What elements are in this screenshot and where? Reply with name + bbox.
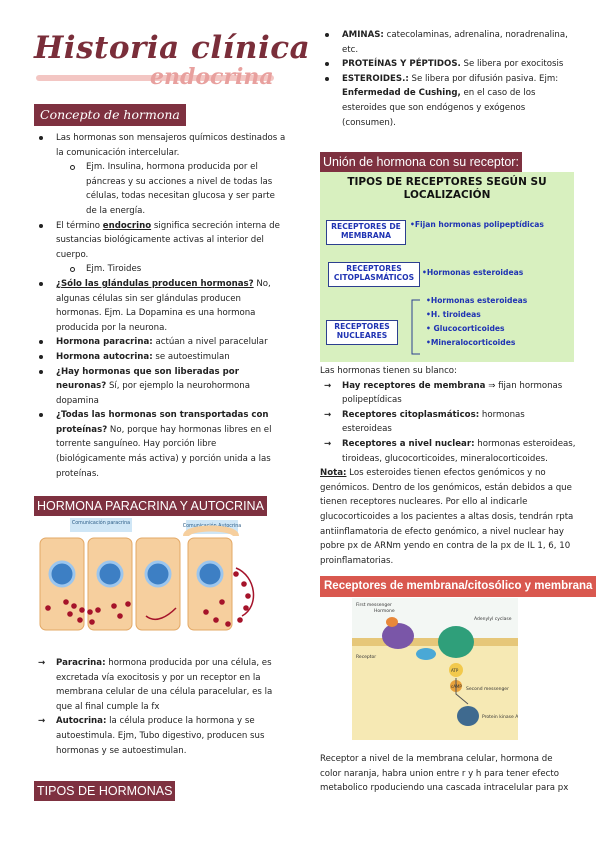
label-second-messenger: Second messenger bbox=[466, 687, 509, 692]
list-item: PROTEÍNAS Y PÉPTIDOS. Se libera por exocitosis bbox=[320, 57, 574, 72]
membrane-diagram bbox=[352, 598, 518, 740]
list-item: → Receptores citoplasmáticos: hormonas esteroideas bbox=[320, 408, 576, 437]
nucleus-2 bbox=[98, 562, 122, 586]
union-text bbox=[320, 364, 576, 568]
concepto-list bbox=[34, 131, 286, 481]
receptor-membrana-box: RECEPTORES DE MEMBRANA bbox=[326, 220, 406, 245]
cell-diagram bbox=[36, 516, 262, 640]
hormone-shape bbox=[386, 617, 398, 627]
nucleus-3 bbox=[146, 562, 170, 586]
union-list bbox=[320, 379, 576, 467]
label-protein-kinase: Protein kinase A bbox=[482, 715, 518, 720]
label-camp: cAMP bbox=[451, 684, 462, 689]
list-item: ¿Todas las hormonas son transportadas con proteínas? No, porque hay hormonas libres en el torrente sanguíneo. Hay porción libre (biológicamente más activa) y porción unida a las proteínas. bbox=[34, 408, 286, 481]
list-item: Hormona autocrina: se autoestimulan bbox=[34, 350, 286, 365]
list-item: → Receptores a nivel nuclear: hormonas esteroideas, tiroideas, glucocorticoides, mineralocorticoides. bbox=[320, 437, 576, 466]
list-item: Hormona paracrina: actúan a nivel paracelular bbox=[34, 335, 286, 350]
protein-kinase-shape bbox=[457, 706, 479, 726]
concepto-heading: Concepto de hormona bbox=[34, 104, 186, 126]
list-item: ¿Hay hormonas que son liberadas por neuronas? Sí, por ejemplo la neurohormona dopamina bbox=[34, 365, 286, 409]
list-subitem: Ejm. Insulina, hormona producida por el páncreas y su acciones a nivel de todas las células, todas necesitan glucosa y ser parte de la energía. bbox=[34, 160, 286, 218]
fig-label-autocrina: Comunicación Autocrina bbox=[182, 524, 242, 529]
receptor-nuclear-box: RECEPTORES NUCLEARES bbox=[326, 320, 398, 345]
list-item: AMINAS: catecolaminas, adrenalina, noradrenalina, etc. bbox=[320, 28, 574, 57]
fig-label-paracrina: Comunicación paracrina bbox=[71, 521, 131, 526]
receptor-nuclear-item: •H. tiroideas bbox=[426, 310, 481, 319]
list-item: → Hay receptores de membrana ⇒ fijan hormonas polipeptídicas bbox=[320, 379, 576, 408]
membrane-receptor-figure bbox=[352, 598, 518, 740]
membrana-text: Receptor a nivel de la membrana celular, hormona de color naranja, habra union entre r y h para tener efecto metabolico rpoduciendo una cascada intracelular para px bbox=[320, 754, 569, 794]
label-atp: ATP bbox=[451, 668, 459, 673]
label-first-messenger: First messenger bbox=[356, 603, 392, 608]
receptor-citoplasmatico-box: RECEPTORES CITOPLASMÁTICOS bbox=[328, 262, 420, 287]
receptor-nuclear-item: •Hormonas esteroideas bbox=[426, 296, 528, 305]
receptor-nuclear-list bbox=[426, 294, 527, 350]
list-item: ESTEROIDES.: Se libera por difusión pasiva. Ejm: Enfermedad de Cushing, en el caso de los esteroides que son endógenos y exógenos (consumen). bbox=[320, 72, 574, 130]
bracket bbox=[400, 296, 424, 358]
adenylyl-cyclase-shape bbox=[438, 626, 474, 658]
page-subtitle: endocrina bbox=[150, 64, 274, 90]
receptor-nuclear-item: • Glucocorticoides bbox=[426, 324, 505, 333]
receptor-citoplasmatico-desc: •Hormonas esteroideas bbox=[422, 268, 524, 277]
tipos-list bbox=[320, 28, 574, 130]
receptor-figure-title: TIPOS DE RECEPTORES SEGÚN SU LOCALIZACIÓN bbox=[347, 176, 547, 201]
paracrina-figure bbox=[36, 516, 262, 640]
label-receptor: Receptor bbox=[356, 655, 377, 660]
list-item: El término endocrino significa secreción interna de sustancias biológicamente activas al interior del cuerpo. bbox=[34, 219, 286, 263]
label-hormone: Hormone bbox=[374, 609, 395, 614]
paracrina-list bbox=[34, 656, 286, 758]
nota-paragraph: Nota: Los esteroides tienen efectos genómicos y no genómicos. Dentro de los genómicos, están debidos a que tienen receptores nucleares. Por ello al indicarle glucocorticoides a los pacientes a altas dosis, tendrán rpta antiinflamatoria de efecto genómico, a nivel nuclear hay pobre px de ARNm yendo en contra de la px de IL 1, 6, 10 proinflamatorias. bbox=[320, 468, 574, 566]
label-adenylyl-cyclase: Adenylyl cyclase bbox=[474, 617, 512, 622]
list-item: → Autocrina: la célula produce la hormona y se autoestimula. Ejm, Tubo digestivo, producen sus hormonas y se autoestimulan. bbox=[34, 714, 286, 758]
list-item: Las hormonas son mensajeros químicos destinados a la comunicación intercelular. bbox=[34, 131, 286, 160]
nucleus-4 bbox=[198, 562, 222, 586]
receptor-nuclear-item: •Mineralocorticoides bbox=[426, 338, 516, 347]
list-subitem: Ejm. Tiroides bbox=[34, 262, 286, 277]
paracrina-heading: HORMONA PARACRINA Y AUTOCRINA bbox=[34, 496, 267, 516]
g-protein-shape bbox=[416, 648, 436, 660]
receptor-shape bbox=[382, 623, 414, 649]
tipos-heading: TIPOS DE HORMONAS bbox=[34, 781, 175, 801]
nucleus-1 bbox=[50, 562, 74, 586]
page-title: Historia clínica bbox=[34, 30, 311, 66]
list-item: ¿Sólo las glándulas producen hormonas? No, algunas células sin ser glándulas producen hormonas. Ejm. La Dopamina es una hormona producida por la neurona. bbox=[34, 277, 286, 335]
membrana-heading: Receptores de membrana/citosólico y membrana bbox=[320, 576, 596, 597]
cell-membrane bbox=[352, 638, 518, 646]
list-item: → Paracrina: hormona producida por una célula, es excretada vía exocitosis y por un receptor en la membrana celular de una célula paracelular, es la que al final cumple la fx bbox=[34, 656, 286, 714]
union-heading: Unión de hormona con su receptor: bbox=[320, 152, 522, 172]
blanco-text: Las hormonas tienen su blanco: bbox=[320, 366, 457, 376]
receptor-membrana-desc: •Fijan hormonas polipeptídicas bbox=[410, 220, 544, 229]
